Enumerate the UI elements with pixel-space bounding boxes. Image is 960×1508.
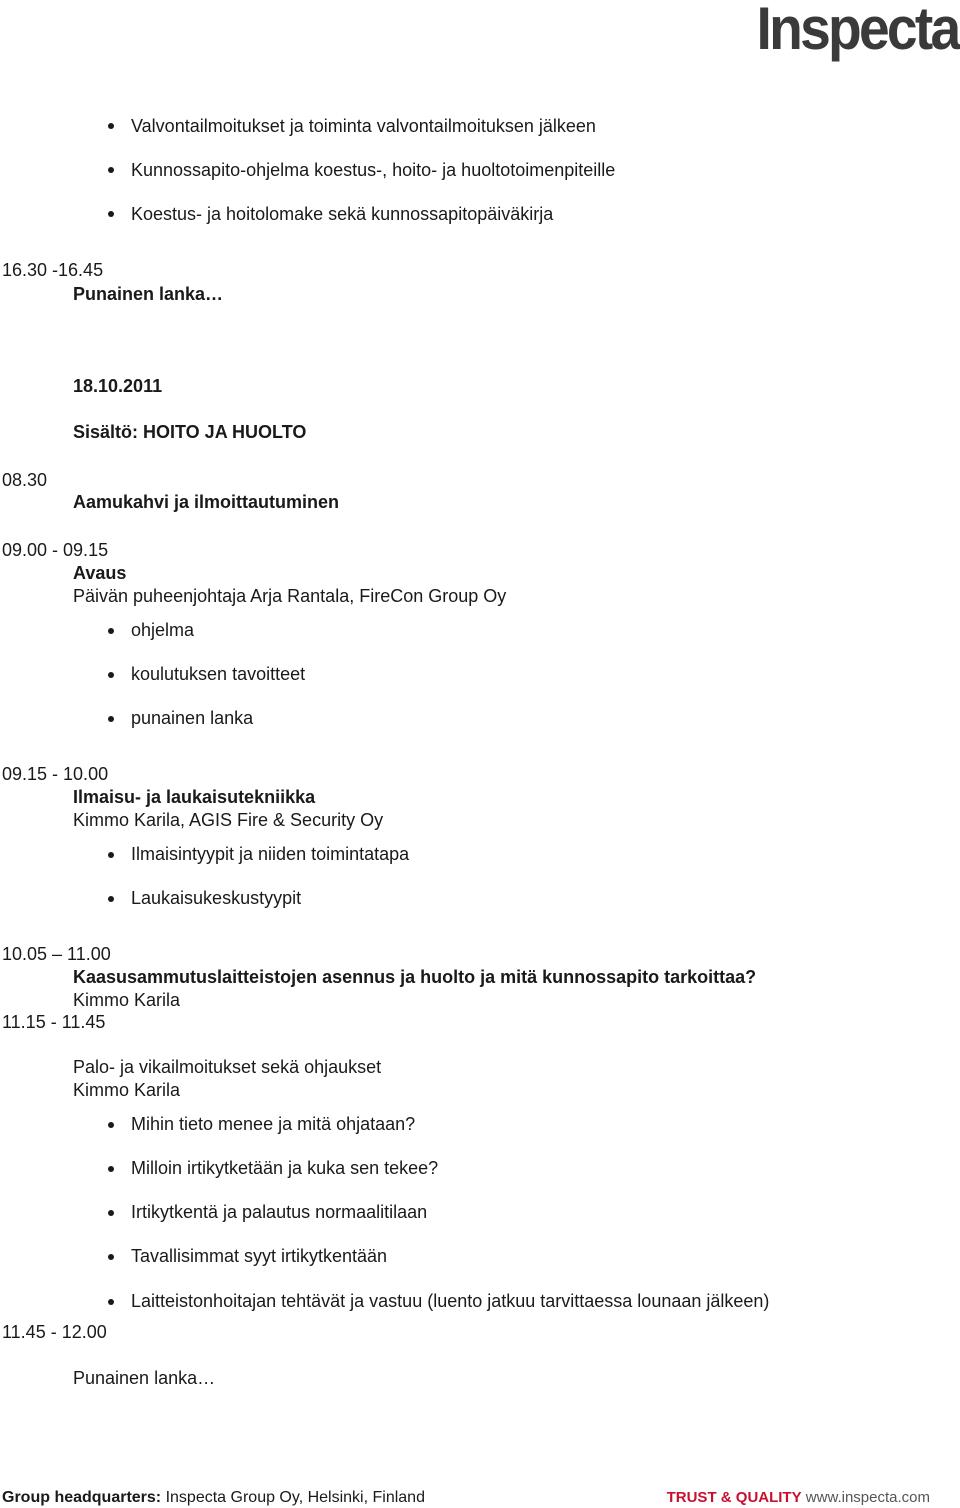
day-content: Sisältö: HOITO JA HUOLTO <box>73 422 307 442</box>
session-speaker: Kimmo Karila <box>73 990 181 1010</box>
footer-headquarters <box>2 1488 425 1508</box>
footer-brand <box>667 1488 930 1508</box>
list-item: Laukaisukeskustyypit <box>131 888 302 908</box>
session-time: 16.30 -16.45 <box>2 260 104 280</box>
session-time: 11.15 - 11.45 <box>2 1012 106 1032</box>
session-title: Punainen lanka… <box>73 284 224 304</box>
bullet-dot <box>108 1254 114 1260</box>
list-item: Koestus- ja hoitolomake sekä kunnossapitopäiväkirja <box>131 204 554 224</box>
bullet-dot <box>108 1166 114 1172</box>
session-time: 11.45 - 12.00 <box>2 1322 107 1342</box>
bullet-dot <box>108 1122 114 1128</box>
list-item: Mihin tieto menee ja mitä ohjataan? <box>131 1114 416 1134</box>
session-speaker: Päivän puheenjohtaja Arja Rantala, FireCon Group Oy <box>73 586 507 606</box>
session-time: 09.15 - 10.00 <box>2 764 109 784</box>
session-title: Aamukahvi ja ilmoittautuminen <box>73 492 340 512</box>
list-item: Valvontailmoitukset ja toiminta valvontailmoituksen jälkeen <box>131 116 596 136</box>
footer-url[interactable]: www.inspecta.com <box>805 1489 930 1506</box>
bullet-dot <box>108 1299 114 1305</box>
bullet-dot <box>108 852 114 858</box>
session-title: Ilmaisu- ja laukaisutekniikka <box>73 787 316 807</box>
list-item: Laitteistonhoitajan tehtävät ja vastuu (luento jatkuu tarvittaessa lounaan jälkeen) <box>131 1291 770 1311</box>
bullet-dot <box>108 1210 114 1216</box>
list-item: Ilmaisintyypit ja niiden toimintatapa <box>131 844 410 864</box>
inspecta-logo: Inspecta <box>756 0 958 62</box>
session-time: 09.00 - 09.15 <box>2 540 109 560</box>
bullet-dot <box>108 896 114 902</box>
bullet-dot <box>108 672 114 678</box>
footer-trust: TRUST & QUALITY <box>666 1489 802 1506</box>
session-time: 08.30 <box>2 470 48 490</box>
day-date: 18.10.2011 <box>73 376 163 396</box>
list-item: Milloin irtikytketään ja kuka sen tekee? <box>131 1158 439 1178</box>
list-item: koulutuksen tavoitteet <box>131 664 306 684</box>
session-title: Kaasusammutuslaitteistojen asennus ja huolto ja mitä kunnossapito tarkoittaa? <box>73 967 757 987</box>
bullet-dot <box>108 167 114 173</box>
bullet-dot <box>108 123 114 129</box>
list-item: ohjelma <box>131 620 195 640</box>
session-title: Palo- ja vikailmoitukset sekä ohjaukset <box>73 1057 382 1077</box>
list-item: Tavallisimmat syyt irtikytkentään <box>131 1246 388 1266</box>
footer-hq-label: Group headquarters: <box>2 1489 162 1506</box>
bullet-dot <box>108 211 114 217</box>
session-speaker: Kimmo Karila <box>73 1080 181 1100</box>
bullet-dot <box>108 628 114 634</box>
session-time: 10.05 – 11.00 <box>2 944 111 964</box>
list-item: Kunnossapito-ohjelma koestus-, hoito- ja huoltotoimenpiteille <box>131 160 616 180</box>
session-speaker: Kimmo Karila, AGIS Fire & Security Oy <box>73 810 384 830</box>
bullet-dot <box>108 716 114 722</box>
list-item: punainen lanka <box>131 708 254 728</box>
list-item: Irtikytkentä ja palautus normaalitilaan <box>131 1202 428 1222</box>
session-title: Punainen lanka… <box>73 1368 216 1388</box>
session-title: Avaus <box>73 563 127 583</box>
footer-hq-text: Inspecta Group Oy, Helsinki, Finland <box>161 1489 425 1506</box>
